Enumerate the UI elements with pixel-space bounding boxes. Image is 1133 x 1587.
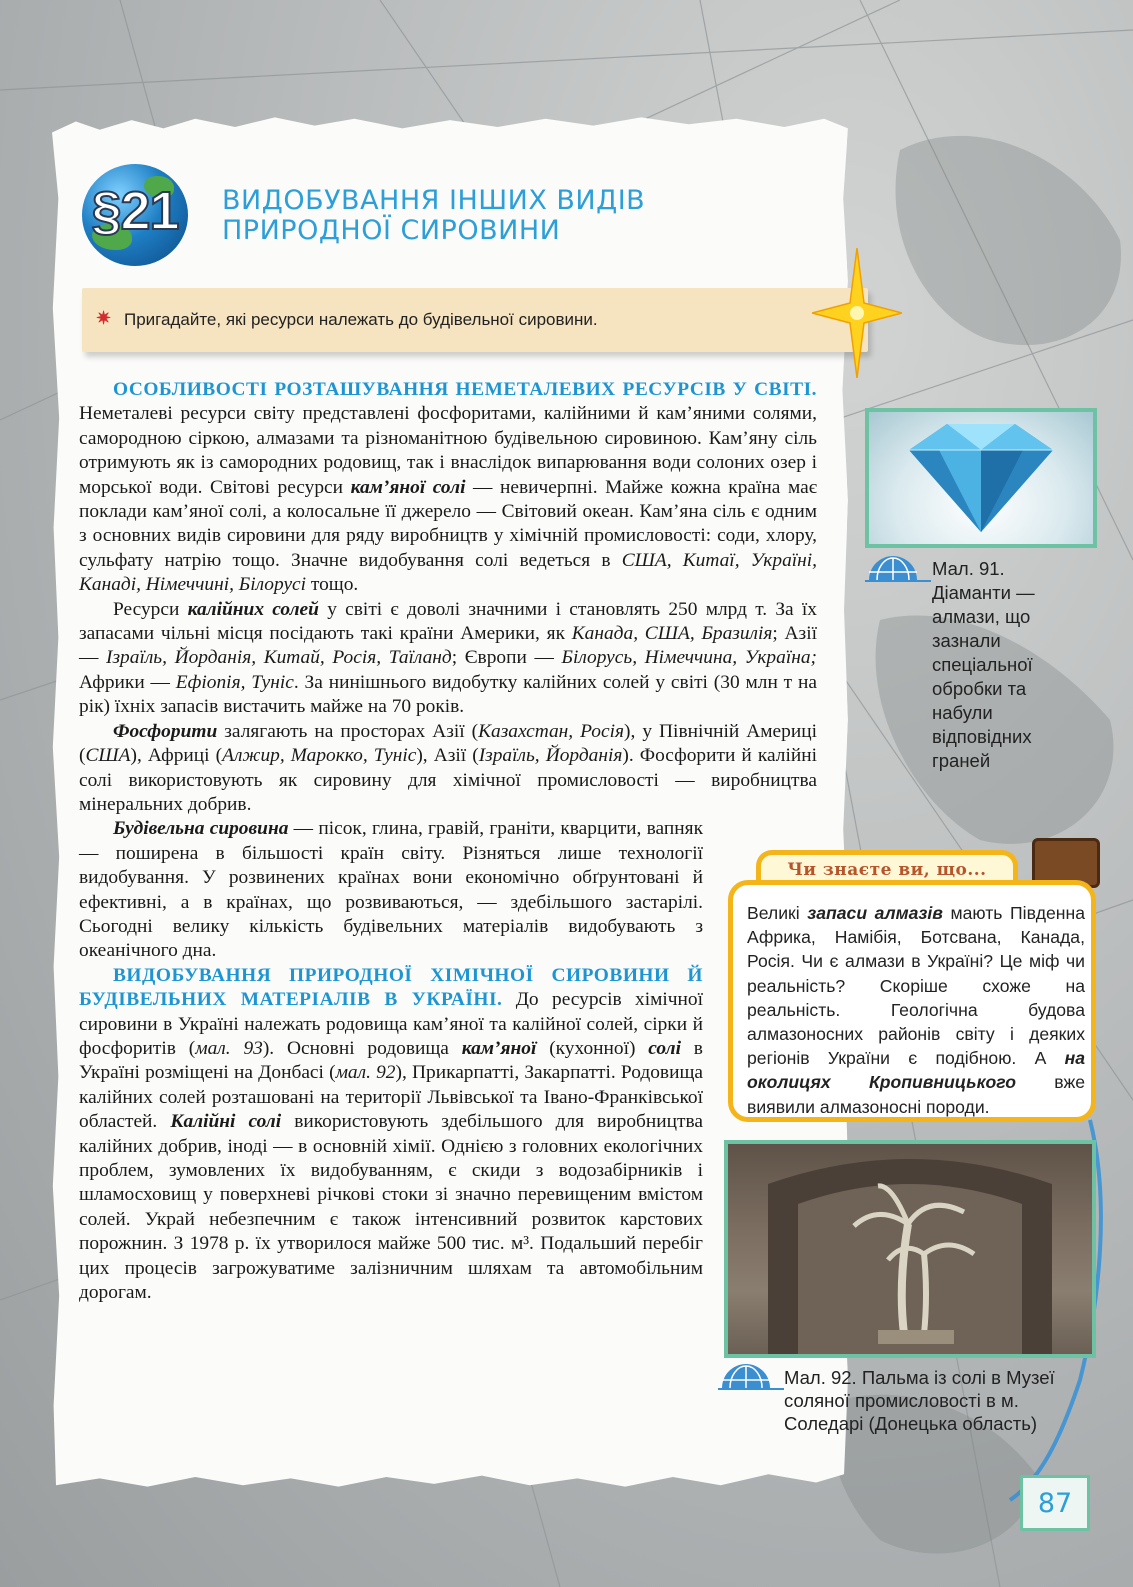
- salt-palm-illustration: [728, 1144, 1092, 1354]
- diamond-photo: [865, 408, 1097, 548]
- text-run: Великі: [747, 903, 808, 923]
- text-run: ), Африці (: [130, 745, 223, 767]
- emphasis: мал. 92: [335, 1062, 396, 1084]
- emphasis: Ефіопія, Туніс: [175, 671, 294, 693]
- text-run: у світі є доволі значними і становлять 250 млрд т. За їх запасами чільні місця посідають такі країни Америки, як: [79, 598, 817, 645]
- text-run: (кухонної): [536, 1037, 649, 1059]
- diamond-icon: [869, 412, 1093, 544]
- section-title-line2: ПРИРОДНОЇ СИРОВИНИ: [222, 215, 561, 246]
- recall-text: Пригадайте, які ресурси належать до будівельної сировини.: [124, 310, 598, 329]
- text-run: вже виявили алмазоносні породи.: [747, 1072, 1086, 1117]
- emphasis: США: [85, 745, 131, 767]
- paragraph-potash: [79, 598, 817, 720]
- text-run: мають Південна Африка, Намібія, Ботсвана, Канада, Росія. Чи є алмази в Україні? Це міф чи реальність? Скоріше схоже на реальність. Геологічна будова алмазоносних районів світу і деяких регіонів України є подібною. А: [747, 903, 1085, 1069]
- globe-caption-icon: [718, 1364, 784, 1390]
- globe-caption-icon: [865, 556, 931, 582]
- text-run: ), Прикарпатті, Закарпатті. Родовища калійних солей розташовані на території Львівської та Івано-Франківської областей.: [79, 1062, 704, 1133]
- emphasis: калійних солей: [187, 598, 319, 620]
- emphasis: мал. 93: [195, 1037, 263, 1059]
- paragraph-phosphorites: [79, 720, 817, 818]
- emphasis: Алжир, Марокко, Туніс: [222, 745, 417, 767]
- did-you-know-box: [728, 880, 1096, 1122]
- paragraph-building: [79, 817, 703, 963]
- salt-palm-photo: [724, 1140, 1096, 1358]
- text-run: ). Основні родовища: [262, 1037, 462, 1059]
- recall-box: [82, 288, 868, 352]
- page-number: 87: [1037, 1488, 1073, 1519]
- emphasis: запаси алмазів: [807, 903, 943, 923]
- text-run: використовують здебільшого для виробництва калійних добрив, іноді — в основній хімії. Однією з головних екологічних проблем, зумовлених їх видобуванням, є скиди з водозабірників і шламосховищ у поверхневі річкові стоки зі значно перевищеним вмістом солей. Украй небезпечним є також інтенсивний розвиток карстових порожнин. З 1978 р. їх утворилося майже 500 тис. м³. Подальший перебіг цих процесів загрожуватиме залізничним шляхам та автомобільним дорогам.: [79, 1111, 703, 1304]
- text-run: в Україні розміщені на Донбасі (: [79, 1037, 703, 1084]
- emphasis: Калійні солі: [170, 1111, 282, 1133]
- text-run: ; Азії —: [79, 623, 817, 669]
- emphasis: кам’яної солі: [350, 476, 466, 498]
- emphasis: солі: [648, 1037, 681, 1059]
- infobox-text: [747, 901, 1085, 1119]
- sparkle-star-icon: [812, 248, 902, 378]
- section-title: [222, 186, 645, 246]
- emphasis: Казахстан, Росія: [478, 720, 624, 742]
- emphasis: Будівельна сировина: [113, 818, 289, 840]
- infobox-title: Чи знаєте ви, що...: [787, 860, 987, 880]
- text-run: залягають на просторах Азії (: [217, 720, 479, 742]
- text-run: ). Фосфорити й калійні солі використовують як сировину для хімічної промисловості — виробництва мінеральних добрив.: [79, 745, 818, 815]
- emphasis: США, Китаї, Україні, Канаді, Німеччині, Білорусі: [79, 549, 818, 596]
- page-number-box: [1020, 1475, 1090, 1531]
- paragraph-ukraine: [79, 964, 703, 1306]
- emphasis: на околицях Кропивницького: [747, 1048, 1085, 1093]
- emphasis: Канада, США, Бразилія: [571, 623, 773, 645]
- section-title-line1: ВИДОБУВАННЯ ІНШИХ ВИДІВ: [222, 185, 646, 216]
- text-run: ), Азії (: [416, 745, 479, 767]
- text-run: ; Європи —: [451, 647, 562, 669]
- section-number: §21: [91, 181, 179, 241]
- text-run: Неметалеві ресурси світу представлені фосфоритами, калійними й кам’яними солями, самородною сіркою, алмазами та різноманітною будівельною сировиною. Кам’яну сіль отримують як із самородних родовищ, так і внаслідок випарювання води солоних озер і морської води. Світові ресурси: [79, 403, 817, 498]
- text-run: ), у Північній Америці (: [79, 720, 817, 767]
- text-run: тощо.: [306, 574, 359, 596]
- paragraph-heading: ВИДОБУВАННЯ ПРИРОДНОЇ ХІМІЧНОЇ СИРОВИНИ Й БУДІВЕЛЬНИХ МАТЕРІАЛІВ В УКРАЇНІ.: [79, 964, 703, 1011]
- section-globe-badge: [82, 164, 188, 266]
- text-run: . За нинішнього видобутку калійних солей у світі (30 млн т на рік) їхніх запасів вистачить майже на 70 років.: [79, 671, 817, 718]
- asterisk-icon: ✷: [96, 308, 112, 328]
- text-run: До ресурсів хімічної сировини в Україні належать родовища кам’яної та калійної солей, сірки й фосфоритів (: [79, 989, 703, 1059]
- main-text: [79, 378, 817, 1305]
- text-run: Африки —: [79, 671, 176, 693]
- emphasis: Фосфорити: [113, 720, 218, 742]
- text-run: — невичерпні. Майже кожна країна має поклади кам’яної солі, а колосальне її джерело — Світовий океан. Кам’яна сіль є одним з основних видів сировини для ряду виробництв у хімічній промисловості: соди, хлору, сульфату натрію тощо. Значне видобування солі ведеться в: [79, 476, 818, 571]
- emphasis: Ізраїль, Йорданія: [478, 745, 623, 767]
- emphasis: Білорусь, Німеччина, Україна;: [561, 647, 817, 669]
- paragraph-nonmetal: [79, 378, 817, 598]
- text-run: — пісок, глина, гравій, граніти, кварцити, вапняк — поширена в більшості країн світу. Різняться лише технології видобування. У розвинених країнах вони економічно обґрунтовані й ефективні, а в країнах, що розвиваються, — здебільшого застарілі. Сьогодні велику кількість будівельних матеріалів видобувають з океанічного дна.: [79, 818, 704, 962]
- paragraph-heading: ОСОБЛИВОСТІ РОЗТАШУВАННЯ НЕМЕТАЛЕВИХ РЕСУРСІВ У СВІТІ.: [113, 379, 817, 400]
- figure92-caption: Мал. 92. Пальма із солі в Музеї соляної промисловості в м. Соледарі (Донецька область): [784, 1367, 1055, 1434]
- emphasis: Ізраїль, Йорданія, Китай, Росія, Таїланд: [106, 647, 452, 669]
- figure91-caption: Мал. 91. Діаманти — алмази, що зазнали спеціальної обробки та набули відповідних граней: [932, 558, 1035, 771]
- text-run: Ресурси: [113, 598, 188, 620]
- emphasis: кам’яної: [461, 1037, 537, 1059]
